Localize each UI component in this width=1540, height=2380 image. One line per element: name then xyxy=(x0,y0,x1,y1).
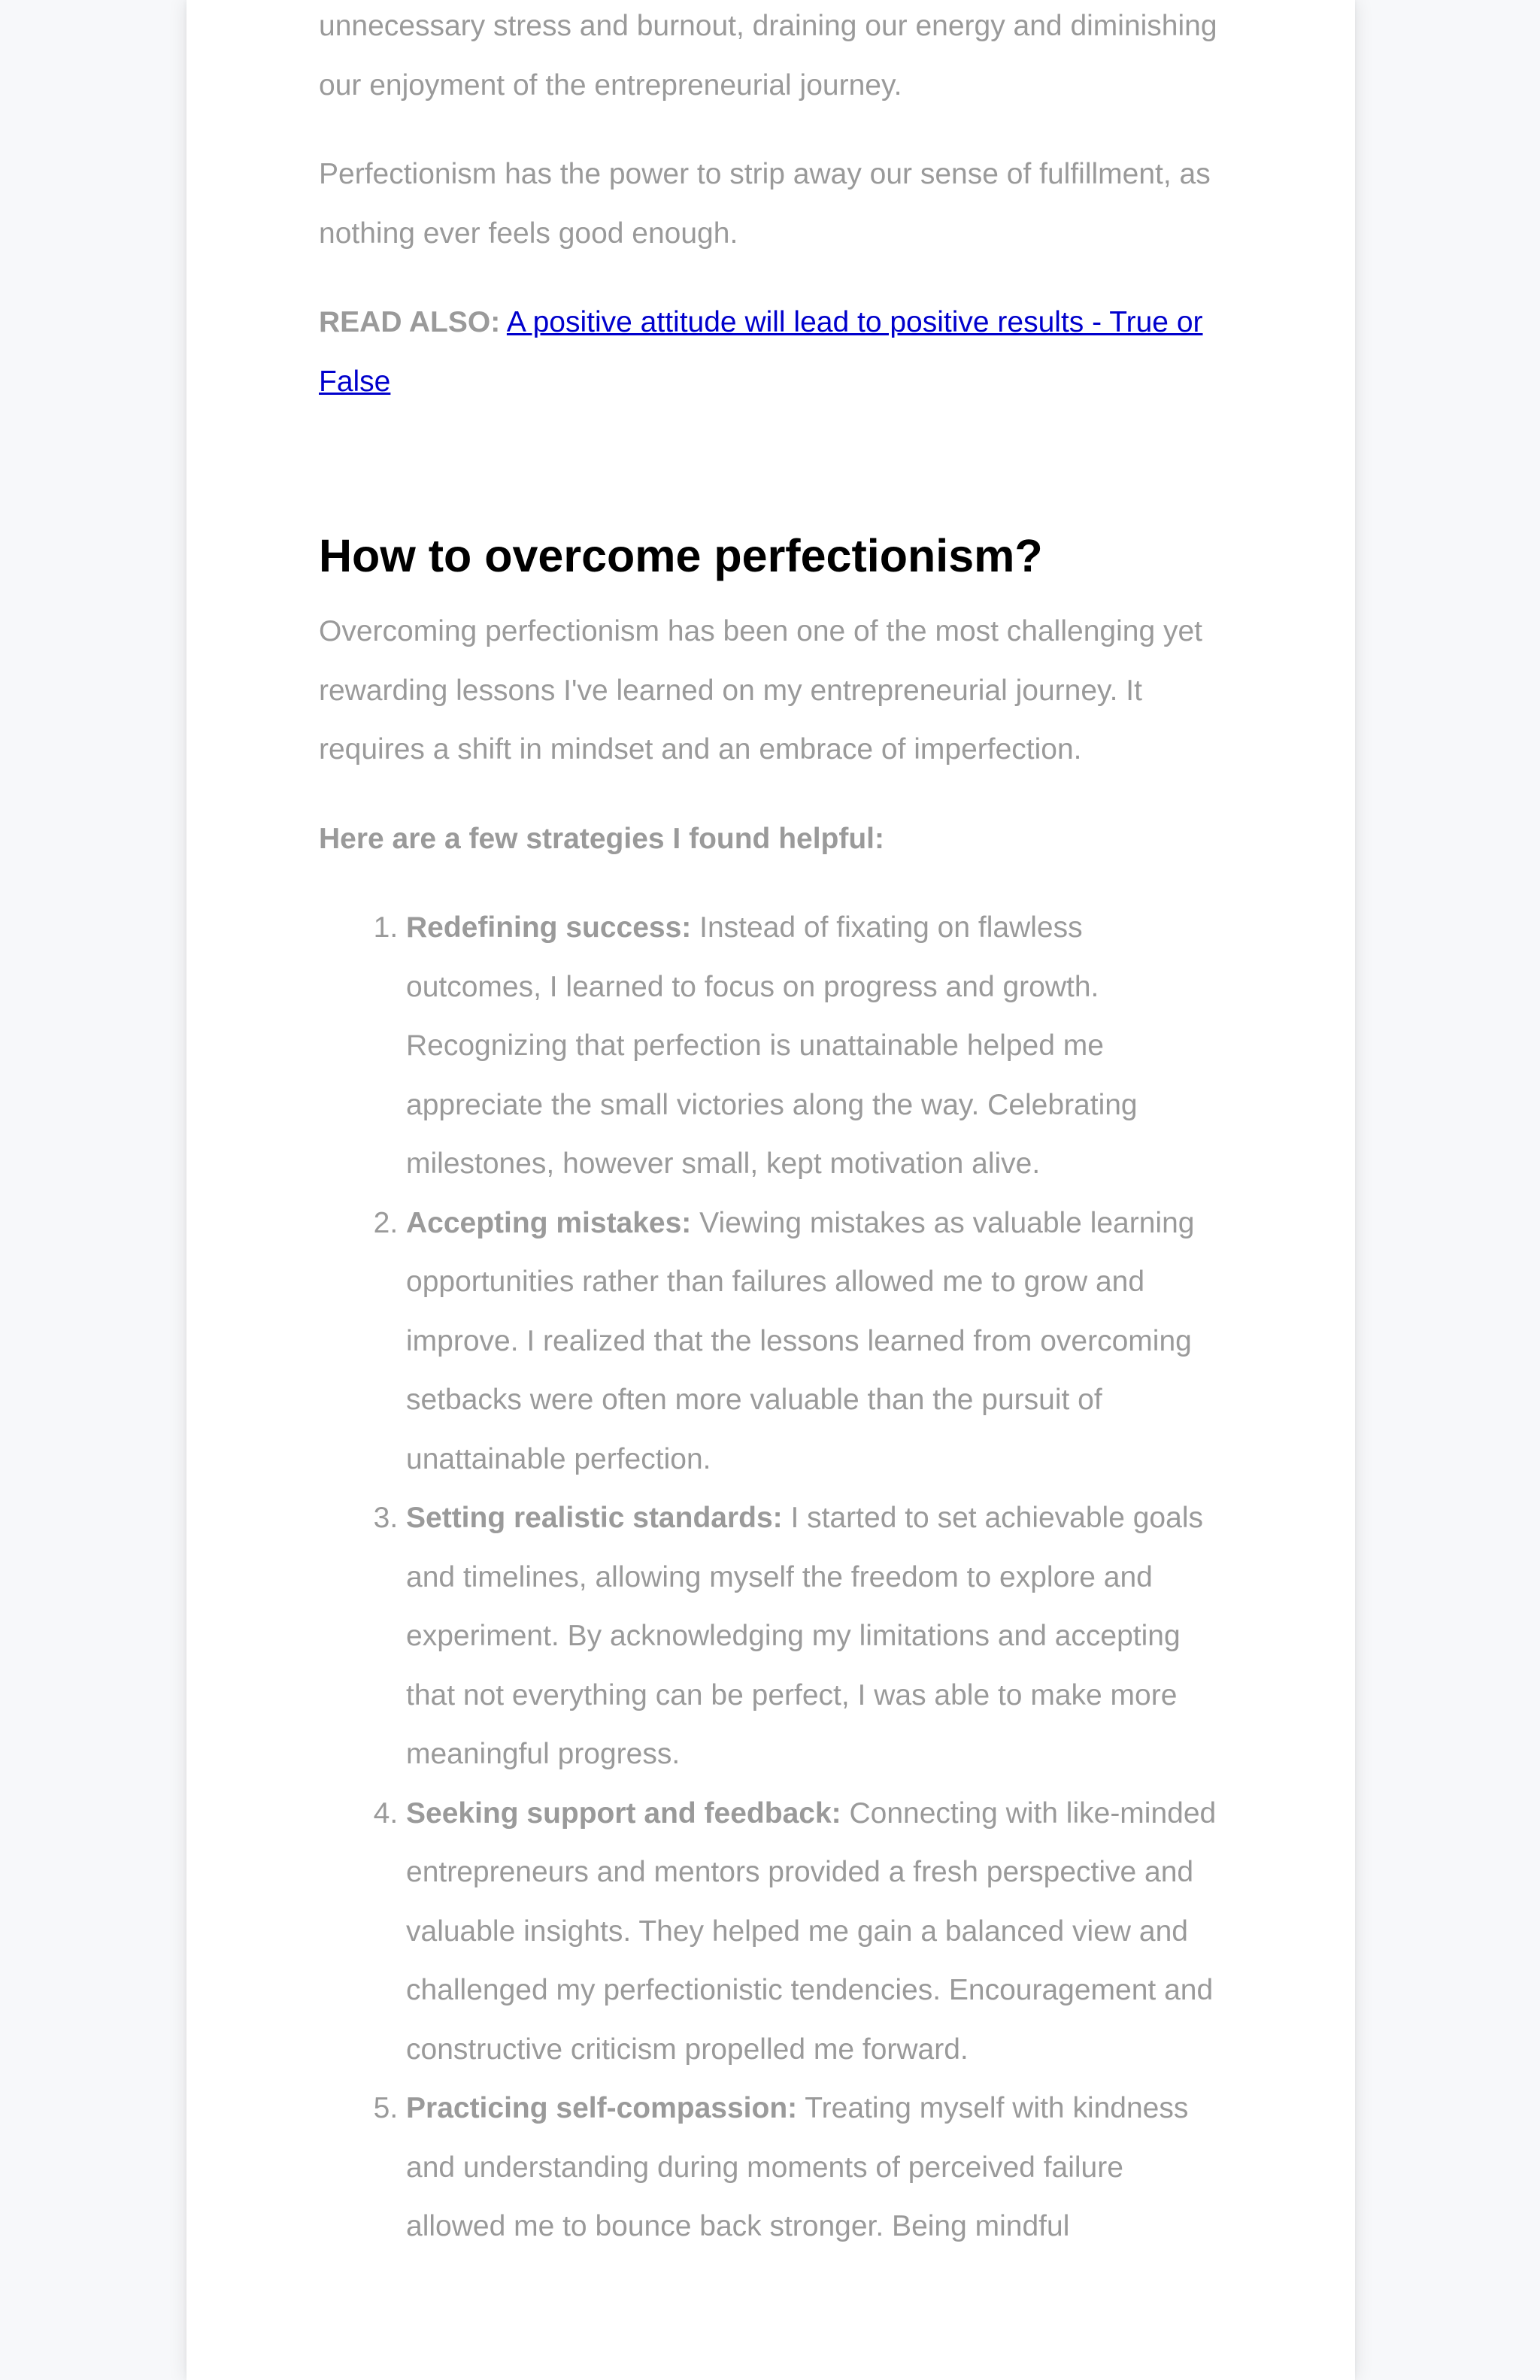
read-also-link[interactable]: A positive attitude will lead to positive results - True or False xyxy=(319,306,1203,398)
strategy-title: Practicing self-compassion: xyxy=(406,2092,798,2124)
strategy-item xyxy=(406,1194,1221,1490)
read-also-label: READ ALSO: xyxy=(319,306,501,338)
strategies-intro: Here are a few strategies I found helpful: xyxy=(319,822,885,855)
strategy-text: I started to set achievable goals and timelines, allowing myself the freedom to explore and experiment. By acknowledging my limitations and accepting that not everything can be perfect, I was able to make more meaningful progress. xyxy=(406,1502,1203,1770)
paragraph-fulfillment: Perfectionism has the power to strip away our sense of fulfillment, as nothing ever feels good enough. xyxy=(319,158,1211,250)
strategy-item xyxy=(406,2079,1221,2257)
strategy-text: Connecting with like-minded entrepreneurs and mentors provided a fresh perspective and valuable insights. They helped me gain a balanced view and challenged my perfectionistic tendencies. Encouragement and constructive criticism propelled me forward. xyxy=(406,1796,1217,2066)
strategy-text: Treating myself with kindness and understanding during moments of perceived failure allowed me to bounce back stronger. Being mindful xyxy=(406,2092,1189,2242)
strategy-title: Setting realistic standards: xyxy=(406,1502,783,1534)
paragraph-burnout: unnecessary stress and burnout, draining our energy and diminishing our enjoyment of the entrepreneurial journey. xyxy=(319,10,1217,102)
strategy-title: Seeking support and feedback: xyxy=(406,1796,841,1830)
strategies-list xyxy=(319,899,1221,2257)
strategy-item xyxy=(406,1489,1221,1784)
paragraph-intro: Overcoming perfectionism has been one of the most challenging yet rewarding lessons I've learned on my entrepreneurial journey. It requires a shift in mindset and an embrace of imperfection. xyxy=(319,615,1202,766)
article-body xyxy=(319,0,1221,2257)
strategy-title: Redefining success: xyxy=(406,911,692,944)
strategy-text: Viewing mistakes as valuable learning opportunities rather than failures allowed me to grow and improve. I realized that the lessons learned from overcoming setbacks were often more valuable than the pursuit of unattainable perfection. xyxy=(406,1206,1195,1475)
section-heading: How to overcome perfectionism? xyxy=(319,530,1043,581)
section-spacer xyxy=(319,441,1221,520)
strategy-item xyxy=(406,899,1221,1194)
read-also xyxy=(319,293,1221,411)
strategy-title: Accepting mistakes: xyxy=(406,1206,692,1239)
strategy-item xyxy=(406,1784,1221,2080)
strategy-text: Instead of fixating on flawless outcomes, I learned to focus on progress and growth. Recognizing that perfection is unattainable helped me appreciate the small victories along the way. Celebrating milestones, however small, kept motivation alive. xyxy=(406,911,1138,1180)
